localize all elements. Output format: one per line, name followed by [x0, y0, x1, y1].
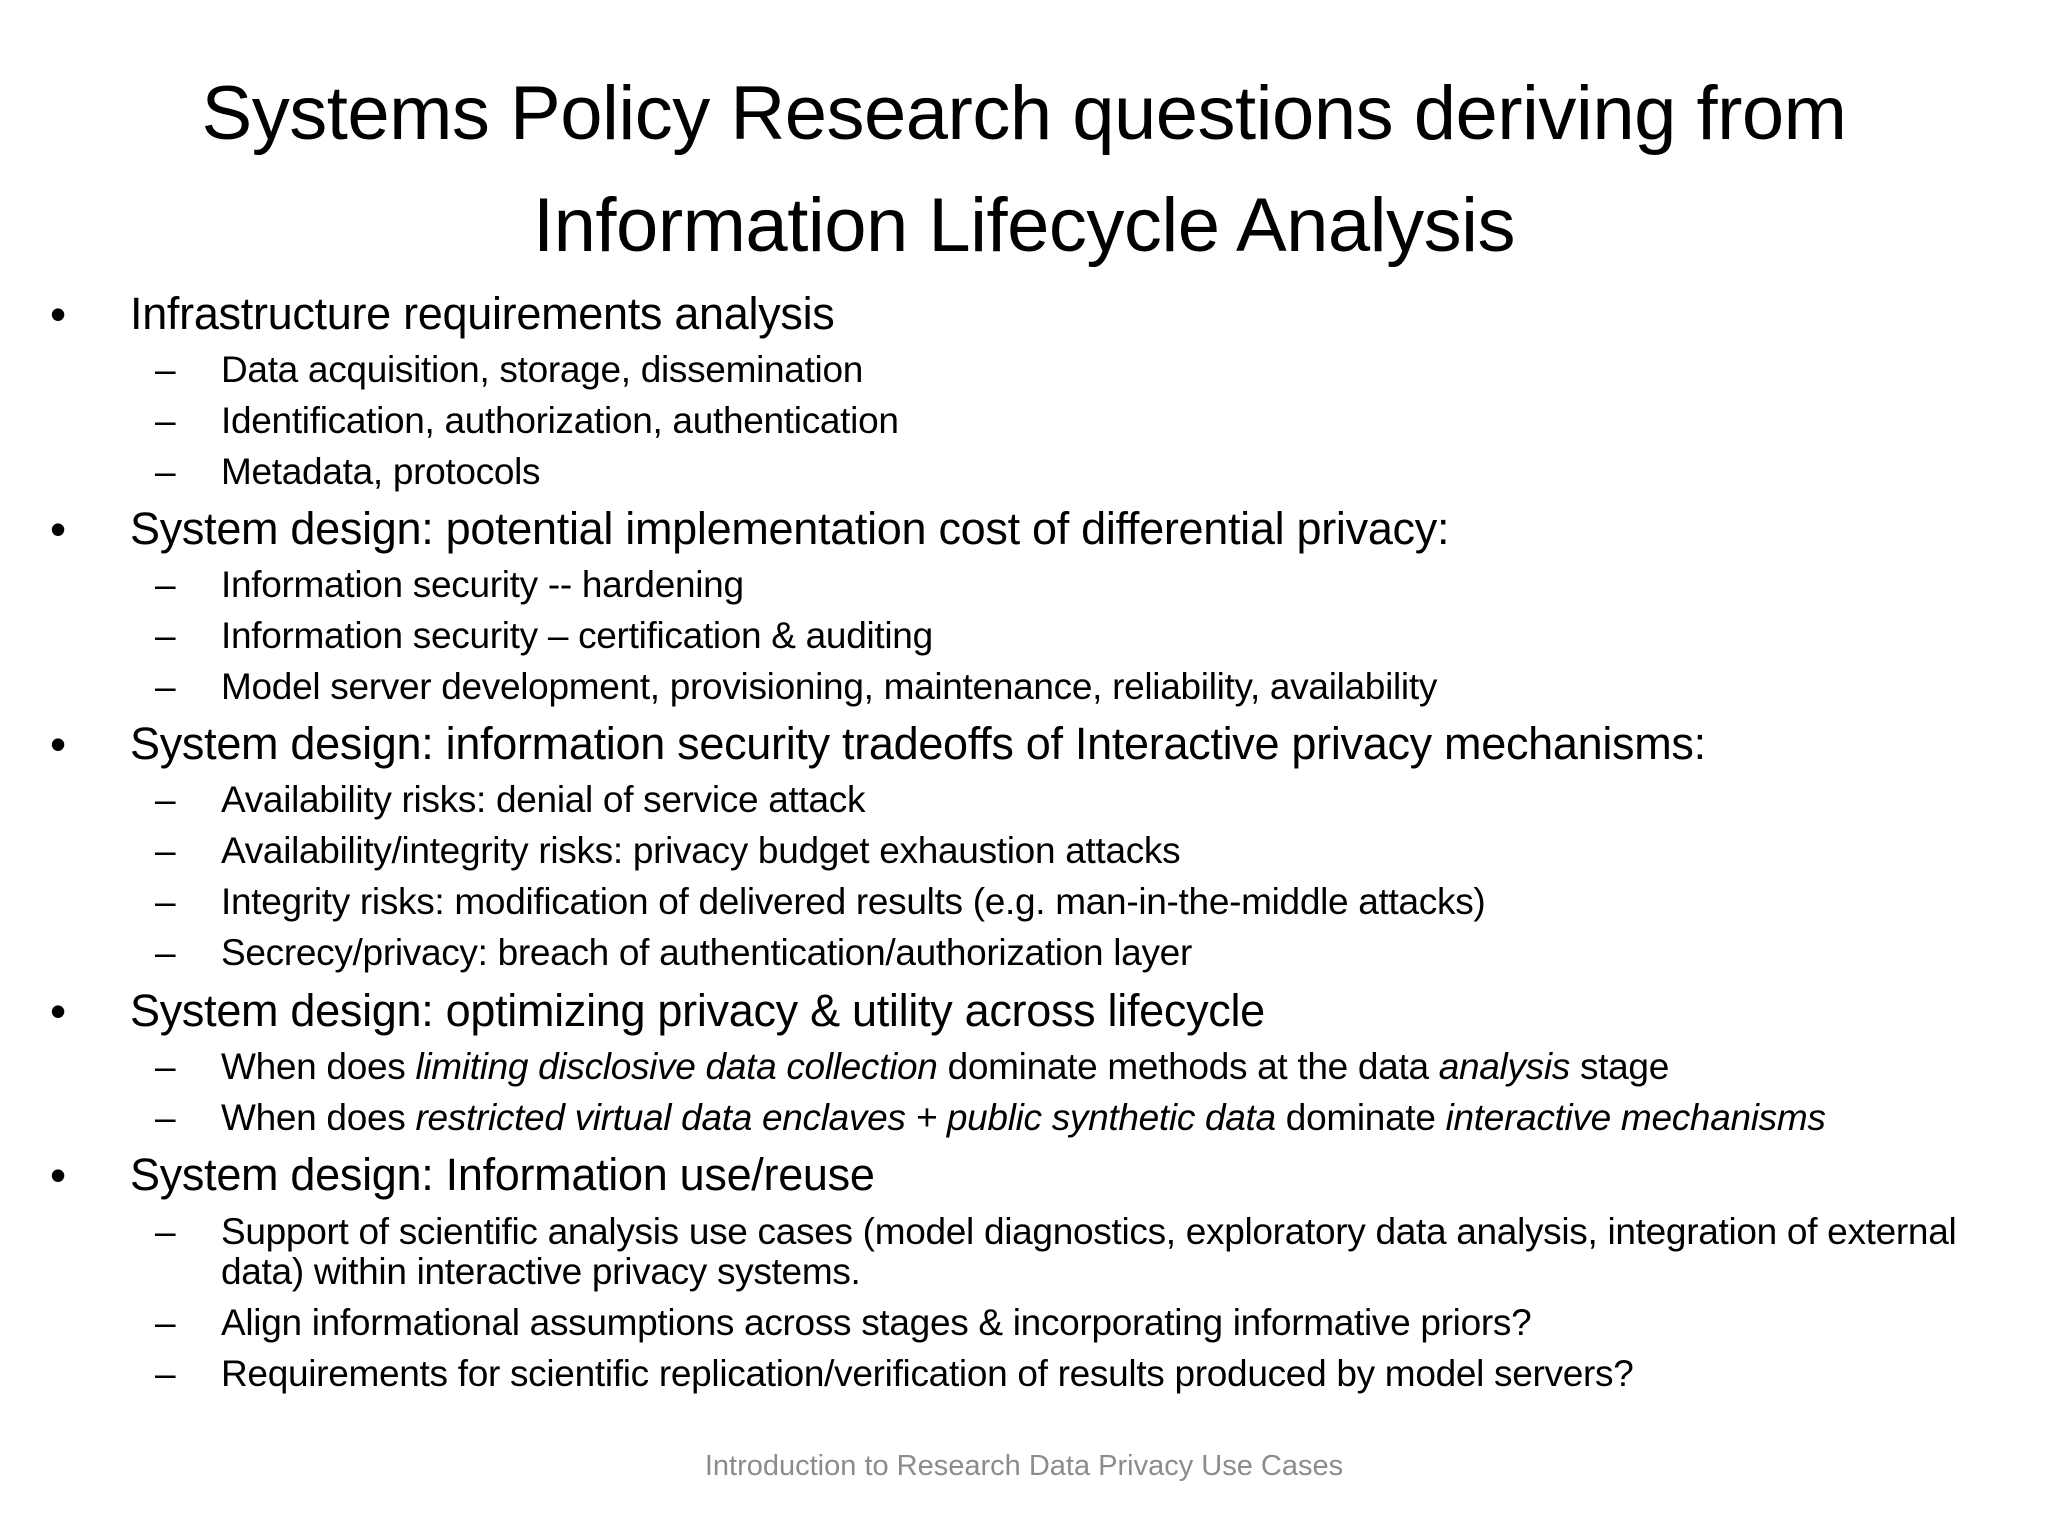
bullet-text: System design: potential implementation cost of differential privacy: — [130, 503, 1450, 554]
bullet-marker: • — [50, 985, 67, 1037]
sub-item-text: Secrecy/privacy: breach of authentication/authorization layer — [221, 932, 1192, 973]
bullet-text: System design: information security tradeoffs of Interactive privacy mechanisms: — [130, 718, 1706, 769]
dash-marker: – — [155, 451, 176, 492]
dash-marker: – — [155, 1353, 176, 1394]
sub-item-text: Availability/integrity risks: privacy budget exhaustion attacks — [221, 830, 1181, 871]
sub-item-text: Information security – certification & auditing — [221, 615, 933, 656]
bullet-marker: • — [50, 718, 67, 770]
sub-item-text: Data acquisition, storage, dissemination — [221, 349, 864, 390]
dash-marker: – — [155, 564, 176, 605]
italic-run: restricted virtual data enclaves + public synthetic data — [415, 1097, 1276, 1138]
dash-marker: – — [155, 666, 176, 707]
dash-marker: – — [155, 830, 176, 871]
bullet-marker: • — [50, 503, 67, 555]
sub-item-text: Information security -- hardening — [221, 564, 744, 605]
dash-marker: – — [155, 615, 176, 656]
text-run: stage — [1569, 1046, 1669, 1087]
bullet-marker: • — [50, 288, 67, 340]
sub-item-text — [221, 1047, 1669, 1087]
italic-run: limiting disclosive data collection — [415, 1046, 938, 1087]
dash-marker: – — [155, 1046, 176, 1087]
text-run: When does — [221, 1097, 416, 1138]
dash-marker: – — [155, 1097, 176, 1138]
dash-marker: – — [155, 881, 176, 922]
sub-item-text: Metadata, protocols — [221, 451, 541, 492]
bullet-text: System design: optimizing privacy & utility across lifecycle — [130, 985, 1265, 1036]
title-line-1: Systems Policy Research questions deriving from — [201, 71, 1847, 156]
sub-item-text: Model server development, provisioning, maintenance, reliability, availability — [221, 666, 1438, 707]
sub-item-text: Availability risks: denial of service attack — [221, 779, 866, 820]
bullet-text: Infrastructure requirements analysis — [130, 288, 835, 339]
sub-item-text: Identification, authorization, authentication — [221, 400, 899, 441]
italic-run: interactive mechanisms — [1445, 1097, 1826, 1138]
italic-run: analysis — [1438, 1046, 1570, 1087]
text-run: dominate — [1275, 1097, 1446, 1138]
slide-footer: Introduction to Research Data Privacy Use Cases — [704, 1450, 1344, 1482]
text-run: When does — [221, 1046, 416, 1087]
slide-title — [60, 58, 1988, 282]
dash-marker: – — [155, 779, 176, 820]
sub-item-text: Requirements for scientific replication/verification of results produced by model servers? — [221, 1353, 1634, 1394]
dash-marker: – — [155, 400, 176, 441]
sub-item-text: Align informational assumptions across stages & incorporating informative priors? — [221, 1302, 1532, 1343]
dash-marker: – — [155, 349, 176, 390]
sub-item-text: Support of scientific analysis use cases (model diagnostics, exploratory data analysis, integration of external data) within interactive privacy systems. — [221, 1211, 1957, 1292]
dash-marker: – — [155, 932, 176, 973]
dash-marker: – — [155, 1302, 176, 1343]
sub-item-text — [221, 1098, 1826, 1138]
bullet-marker: • — [50, 1149, 67, 1201]
text-run: dominate methods at the data — [937, 1046, 1439, 1087]
sub-item-text: Integrity risks: modification of delivered results (e.g. man-in-the-middle attacks) — [221, 881, 1486, 922]
bullet-text: System design: Information use/reuse — [130, 1149, 875, 1200]
dash-marker: – — [155, 1211, 176, 1252]
title-line-2: Information Lifecycle Analysis — [533, 183, 1515, 268]
